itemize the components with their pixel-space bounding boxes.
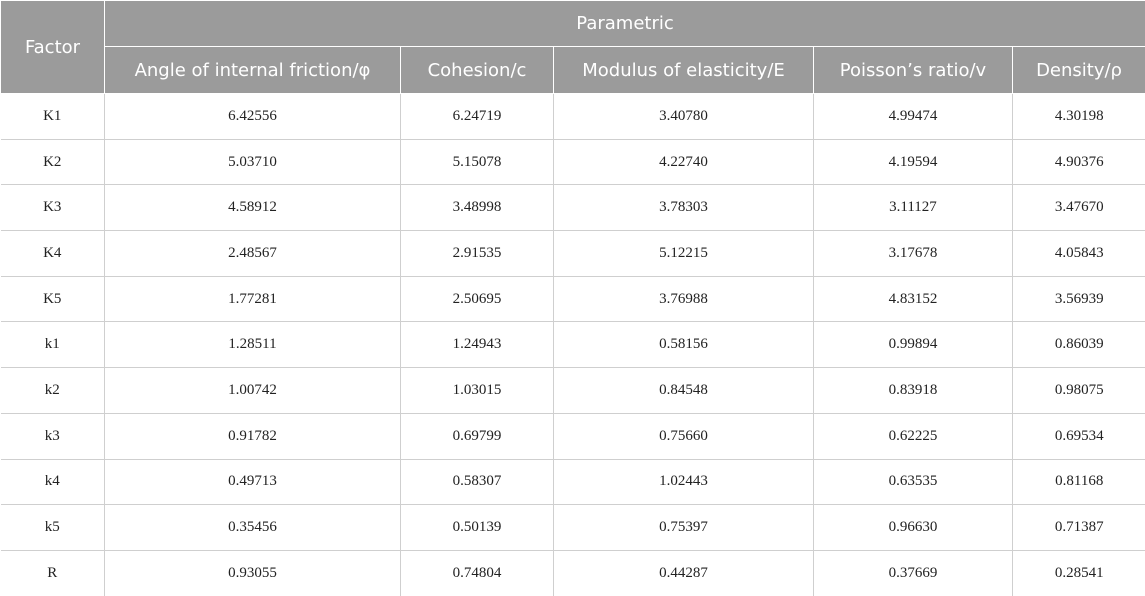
value-cell: 0.63535 bbox=[814, 459, 1013, 505]
column-header: Poisson’s ratio/v bbox=[814, 47, 1013, 94]
value-cell: 0.58156 bbox=[554, 322, 814, 368]
value-cell: 4.90376 bbox=[1013, 139, 1145, 185]
table-header bbox=[1, 1, 1145, 94]
value-cell: 3.40780 bbox=[554, 94, 814, 140]
header-row-top bbox=[1, 1, 1145, 47]
factor-cell: k4 bbox=[1, 459, 105, 505]
value-cell: 0.69799 bbox=[401, 413, 554, 459]
value-cell: 0.37669 bbox=[814, 550, 1013, 595]
value-cell: 5.12215 bbox=[554, 231, 814, 277]
value-cell: 1.03015 bbox=[401, 368, 554, 414]
value-cell: 0.44287 bbox=[554, 550, 814, 595]
table-body bbox=[1, 94, 1145, 596]
table-row bbox=[1, 231, 1145, 277]
table-row bbox=[1, 459, 1145, 505]
factor-column-header: Factor bbox=[1, 1, 105, 94]
value-cell: 0.93055 bbox=[105, 550, 401, 595]
value-cell: 4.30198 bbox=[1013, 94, 1145, 140]
value-cell: 4.05843 bbox=[1013, 231, 1145, 277]
value-cell: 3.11127 bbox=[814, 185, 1013, 231]
value-cell: 3.78303 bbox=[554, 185, 814, 231]
value-cell: 0.86039 bbox=[1013, 322, 1145, 368]
value-cell: 4.19594 bbox=[814, 139, 1013, 185]
value-cell: 2.48567 bbox=[105, 231, 401, 277]
value-cell: 2.91535 bbox=[401, 231, 554, 277]
value-cell: 0.91782 bbox=[105, 413, 401, 459]
value-cell: 5.03710 bbox=[105, 139, 401, 185]
value-cell: 1.24943 bbox=[401, 322, 554, 368]
value-cell: 0.58307 bbox=[401, 459, 554, 505]
table-row bbox=[1, 139, 1145, 185]
value-cell: 0.28541 bbox=[1013, 550, 1145, 595]
value-cell: 3.48998 bbox=[401, 185, 554, 231]
value-cell: 3.56939 bbox=[1013, 276, 1145, 322]
value-cell: 4.83152 bbox=[814, 276, 1013, 322]
factor-cell: K5 bbox=[1, 276, 105, 322]
value-cell: 0.35456 bbox=[105, 505, 401, 551]
value-cell: 0.69534 bbox=[1013, 413, 1145, 459]
value-cell: 4.58912 bbox=[105, 185, 401, 231]
factor-cell: k2 bbox=[1, 368, 105, 414]
value-cell: 4.99474 bbox=[814, 94, 1013, 140]
value-cell: 0.99894 bbox=[814, 322, 1013, 368]
value-cell: 6.24719 bbox=[401, 94, 554, 140]
factor-cell: K2 bbox=[1, 139, 105, 185]
factor-cell: k1 bbox=[1, 322, 105, 368]
value-cell: 2.50695 bbox=[401, 276, 554, 322]
value-cell: 4.22740 bbox=[554, 139, 814, 185]
table-row bbox=[1, 368, 1145, 414]
value-cell: 0.62225 bbox=[814, 413, 1013, 459]
factor-cell: K3 bbox=[1, 185, 105, 231]
table-row bbox=[1, 322, 1145, 368]
column-header: Density/ρ bbox=[1013, 47, 1145, 94]
table-row bbox=[1, 550, 1145, 595]
value-cell: 3.17678 bbox=[814, 231, 1013, 277]
value-cell: 0.75397 bbox=[554, 505, 814, 551]
table-row bbox=[1, 94, 1145, 140]
value-cell: 1.02443 bbox=[554, 459, 814, 505]
table-row bbox=[1, 276, 1145, 322]
column-header: Angle of internal friction/φ bbox=[105, 47, 401, 94]
column-header: Cohesion/c bbox=[401, 47, 554, 94]
value-cell: 0.75660 bbox=[554, 413, 814, 459]
value-cell: 3.47670 bbox=[1013, 185, 1145, 231]
column-header: Modulus of elasticity/E bbox=[554, 47, 814, 94]
value-cell: 0.83918 bbox=[814, 368, 1013, 414]
factor-cell: K4 bbox=[1, 231, 105, 277]
value-cell: 0.81168 bbox=[1013, 459, 1145, 505]
header-row-columns bbox=[1, 47, 1145, 94]
value-cell: 0.74804 bbox=[401, 550, 554, 595]
value-cell: 1.77281 bbox=[105, 276, 401, 322]
value-cell: 3.76988 bbox=[554, 276, 814, 322]
table-row bbox=[1, 505, 1145, 551]
value-cell: 0.71387 bbox=[1013, 505, 1145, 551]
value-cell: 1.28511 bbox=[105, 322, 401, 368]
value-cell: 0.96630 bbox=[814, 505, 1013, 551]
value-cell: 0.49713 bbox=[105, 459, 401, 505]
factor-cell: k5 bbox=[1, 505, 105, 551]
value-cell: 0.50139 bbox=[401, 505, 554, 551]
factor-cell: R bbox=[1, 550, 105, 595]
value-cell: 0.84548 bbox=[554, 368, 814, 414]
parametric-group-header: Parametric bbox=[105, 1, 1145, 47]
value-cell: 5.15078 bbox=[401, 139, 554, 185]
table-row bbox=[1, 413, 1145, 459]
value-cell: 6.42556 bbox=[105, 94, 401, 140]
value-cell: 1.00742 bbox=[105, 368, 401, 414]
table-row bbox=[1, 185, 1145, 231]
value-cell: 0.98075 bbox=[1013, 368, 1145, 414]
factor-cell: k3 bbox=[1, 413, 105, 459]
factor-cell: K1 bbox=[1, 94, 105, 140]
